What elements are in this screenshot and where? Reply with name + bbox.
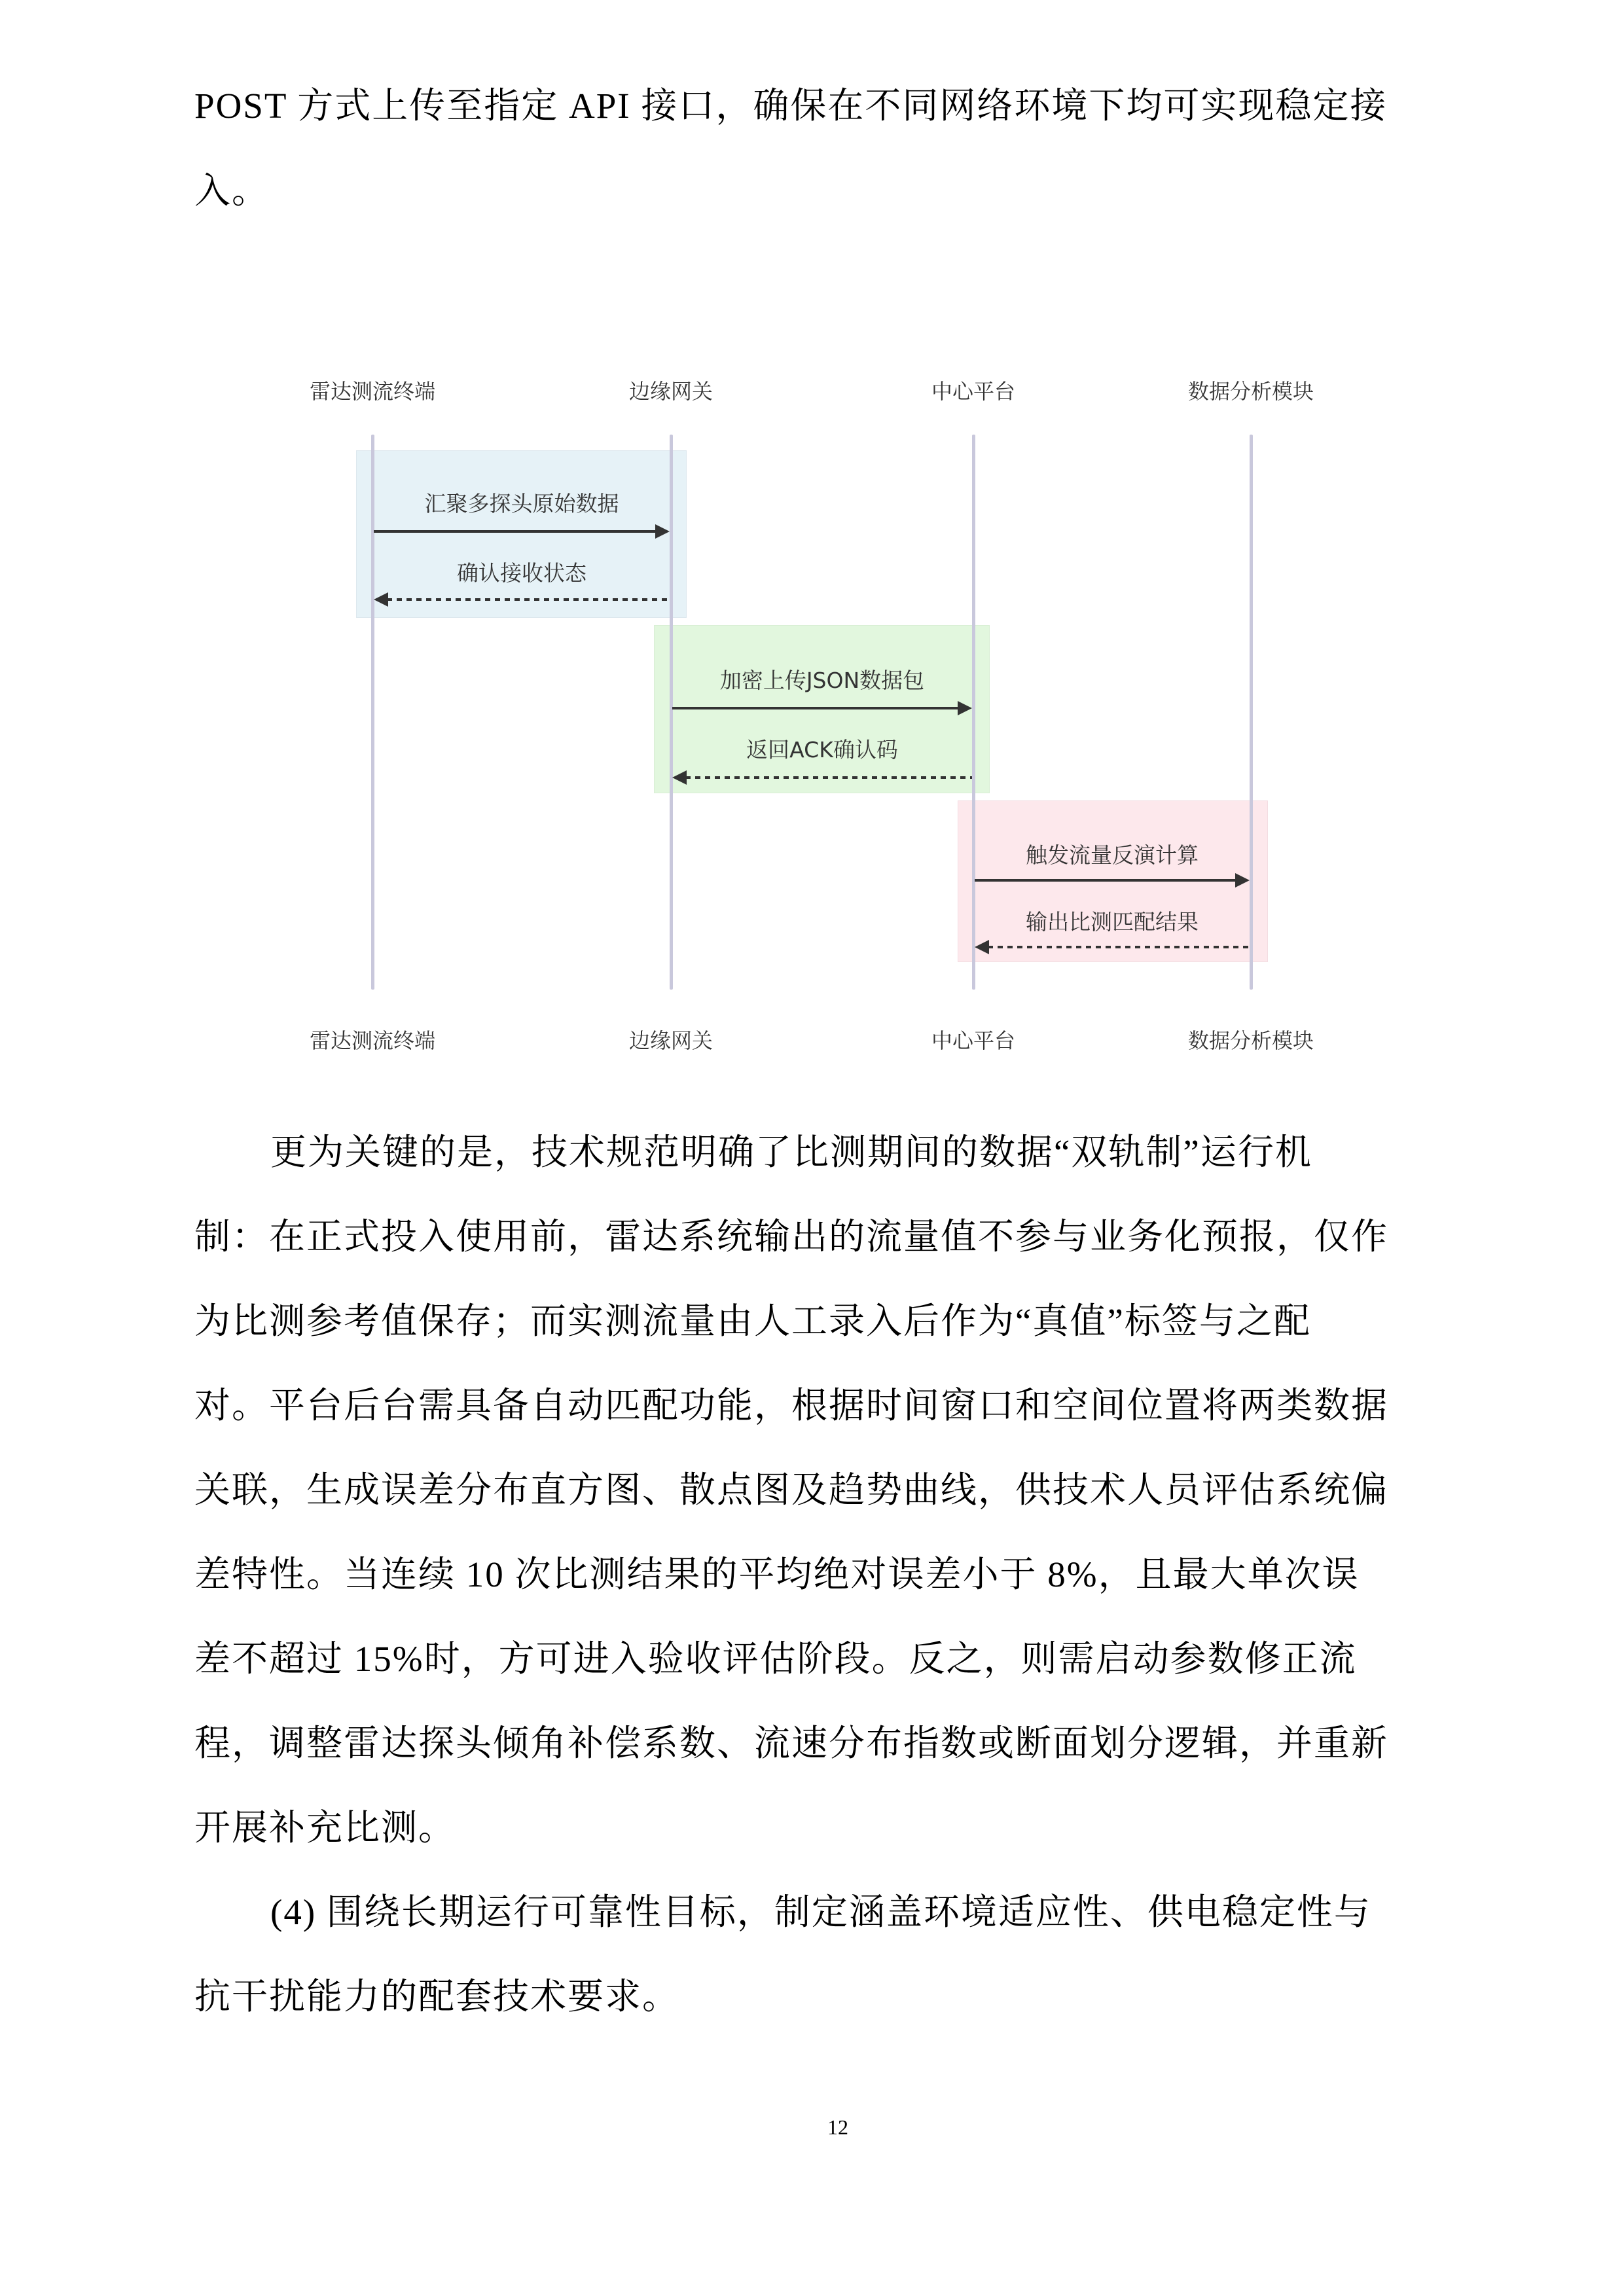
text-line: 差不超过 15%时，方可进入验收评估阶段。反之，则需启动参数修正流	[194, 1639, 1357, 1679]
actor-label-bottom-gateway: 边缘网关	[628, 1028, 713, 1053]
message-label: 触发流量反演计算	[1026, 842, 1199, 868]
dashed-arrow-left-icon	[973, 939, 1251, 955]
message-label: 输出比测匹配结果	[1026, 909, 1199, 935]
text-line: 程，调整雷达探头倾角补偿系数、流速分布指数或断面划分逻辑，并重新	[194, 1723, 1389, 1763]
actor-label-top-radar: 雷达测流终端	[309, 379, 435, 404]
solid-arrow-right-icon	[973, 872, 1251, 888]
message-label: 加密上传JSON数据包	[719, 668, 925, 693]
solid-arrow-right-icon	[671, 700, 973, 716]
dashed-arrow-left-icon	[372, 592, 671, 607]
message-label: 汇聚多探头原始数据	[424, 491, 619, 516]
page-number: 12	[827, 2115, 848, 2139]
text-line: POST 方式上传至指定 API 接口，确保在不同网络环境下均可实现稳定接	[194, 86, 1388, 126]
solid-arrow-right-icon	[372, 524, 671, 539]
message-label: 返回ACK确认码	[746, 737, 898, 762]
text-line: 关联，生成误差分布直方图、散点图及趋势曲线，供技术人员评估系统偏	[194, 1470, 1389, 1510]
text-line: 制：在正式投入使用前，雷达系统输出的流量值不参与业务化预报，仅作	[194, 1217, 1389, 1257]
actor-label-top-gateway: 边缘网关	[628, 379, 713, 404]
lifeline-radar	[371, 435, 374, 990]
text-line: 更为关键的是，技术规范明确了比测期间的数据“双轨制”运行机	[270, 1132, 1312, 1172]
text-line: 入。	[194, 171, 270, 211]
text-line: 差特性。当连续 10 次比测结果的平均绝对误差小于 8%，且最大单次误	[194, 1554, 1360, 1594]
dashed-arrow-left-icon	[671, 770, 973, 785]
lifeline-analysis	[1250, 435, 1253, 990]
text-line: 抗干扰能力的配套技术要求。	[194, 1977, 680, 2017]
text-line: (4) 围绕长期运行可靠性目标，制定涵盖环境适应性、供电稳定性与	[270, 1892, 1371, 1932]
actor-label-bottom-radar: 雷达测流终端	[309, 1028, 435, 1053]
text-line: 开展补充比测。	[194, 1808, 456, 1848]
message-label: 确认接收状态	[457, 560, 586, 586]
sequence-diagram	[0, 0, 1624, 1113]
actor-label-bottom-platform: 中心平台	[931, 1028, 1015, 1053]
text-line: 为比测参考值保存；而实测流量由人工录入后作为“真值”标签与之配	[194, 1301, 1311, 1341]
text-line: 对。平台后台需具备自动匹配功能，根据时间窗口和空间位置将两类数据	[194, 1386, 1389, 1426]
actor-label-top-platform: 中心平台	[931, 379, 1015, 404]
actor-label-top-analysis: 数据分析模块	[1187, 379, 1314, 404]
actor-label-bottom-analysis: 数据分析模块	[1187, 1028, 1314, 1053]
